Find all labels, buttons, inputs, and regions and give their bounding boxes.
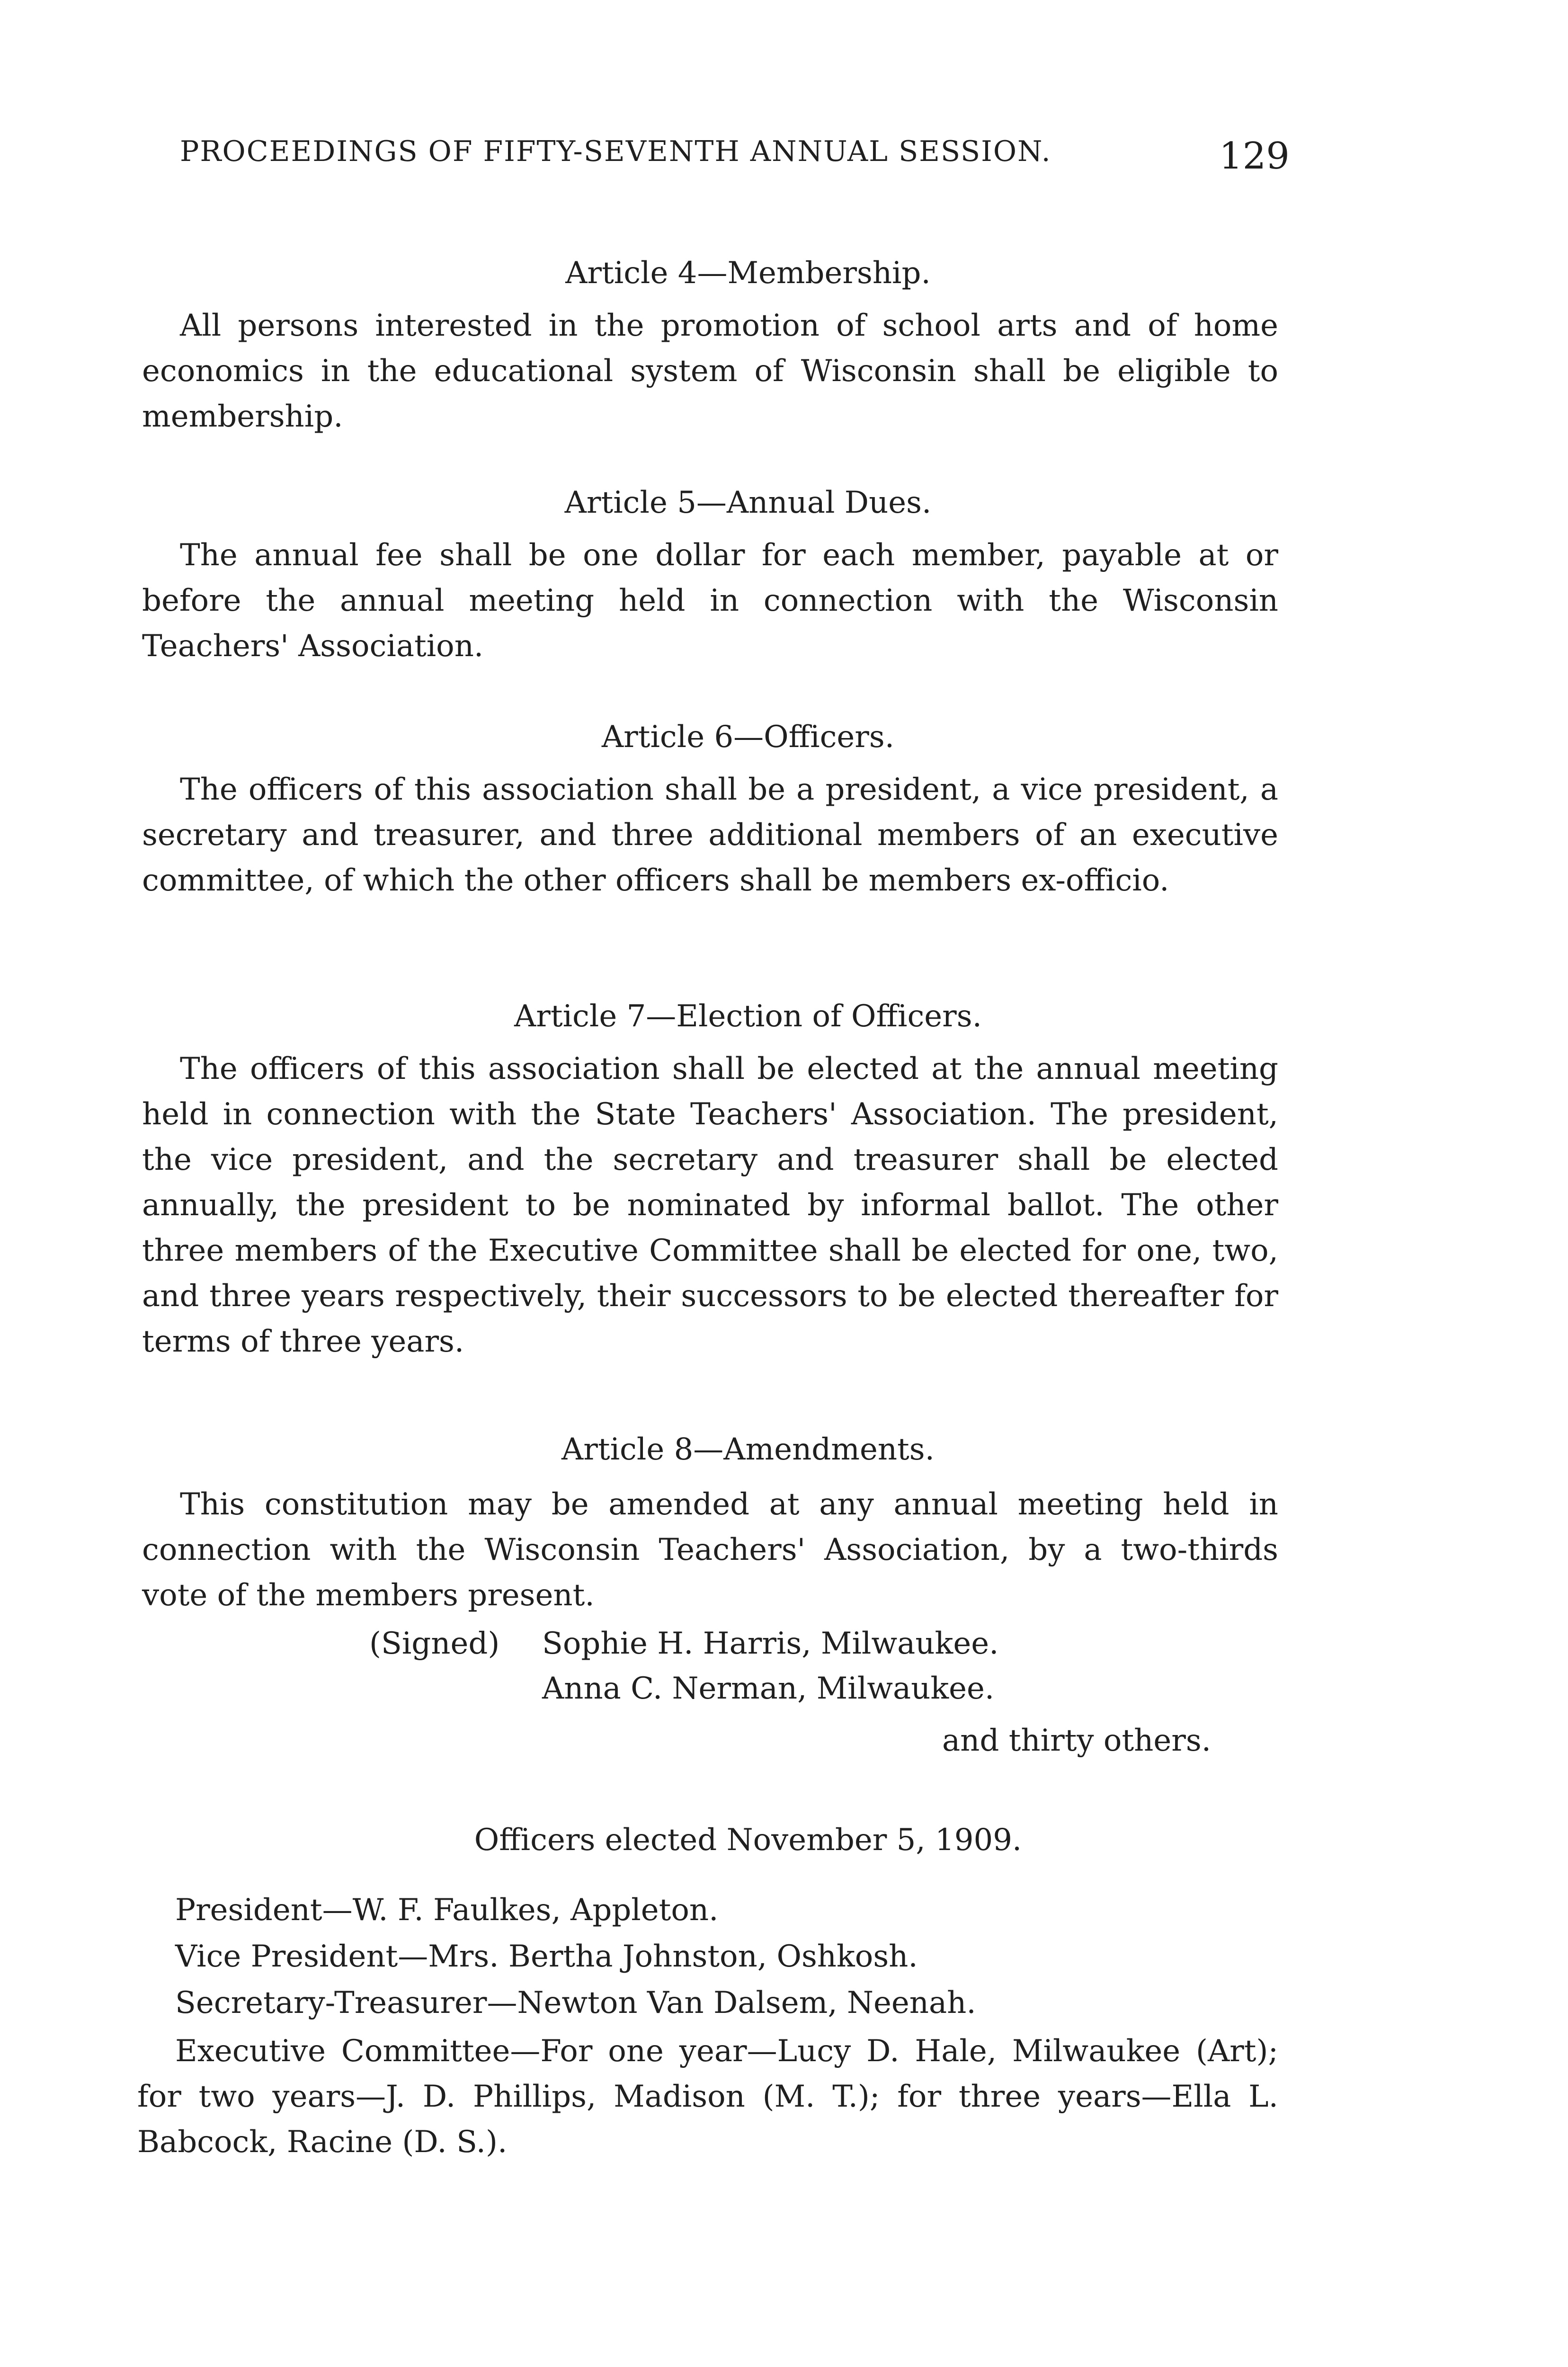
article-5-heading: Article 5—Annual Dues. — [564, 485, 932, 520]
officer-vice-president: Vice President—Mrs. Bertha Johnston, Oshkosh. — [175, 1939, 918, 1974]
officer-executive-committee: Executive Committee—For one year—Lucy D. Hale, Milwaukee (Art); for two years—J. D. Phillips, Madison (M. T.); for three years—Ella L. Babcock, Racine (D. S.). — [137, 2034, 1278, 2160]
officer-president: President—W. F. Faulkes, Appleton. — [175, 1893, 719, 1928]
article-8-heading: Article 8—Amendments. — [561, 1432, 935, 1467]
article-4-text: All persons interested in the promotion of school arts and of home economics in the educational system of Wisconsin shall be eligible to membership. — [142, 308, 1278, 434]
article-4-heading: Article 4—Membership. — [565, 256, 931, 291]
article-7-heading: Article 7—Election of Officers. — [514, 999, 982, 1034]
signers-others: and thirty others. — [942, 1723, 1212, 1758]
running-header: PROCEEDINGS OF FIFTY-SEVENTH ANNUAL SESSION. — [180, 135, 1051, 168]
article-5-text: The annual fee shall be one dollar for each member, payable at or before the annual meeting held in connection with the Wisconsin Teachers' Association. — [142, 538, 1278, 664]
article-6-heading: Article 6—Officers. — [601, 720, 895, 755]
signer-1: Sophie H. Harris, Milwaukee. — [542, 1626, 999, 1661]
article-6-text: The officers of this association shall be a president, a vice president, a secretary and treasurer, and three additional members of an executive committee, of which the other officers shall be members ex-officio. — [142, 772, 1278, 898]
page-number: 129 — [1219, 135, 1290, 178]
article-7-text: The officers of this association shall be elected at the annual meeting held in connection with the State Teachers' Association. The president, the vice president, and the secretary and treasurer shall be elected annually, the president to be nominated by informal ballot. The other three members of the Executive Committee shall be elected for one, two, and three years respectively, their successors to be elected thereafter for terms of three years. — [142, 1051, 1278, 1359]
signer-2: Anna C. Nerman, Milwaukee. — [542, 1671, 995, 1706]
officer-secretary-treasurer: Secretary-Treasurer—Newton Van Dalsem, Neenah. — [175, 1985, 976, 2020]
signed-label: (Signed) — [369, 1626, 500, 1661]
officers-heading: Officers elected November 5, 1909. — [474, 1823, 1022, 1858]
article-8-text: This constitution may be amended at any annual meeting held in connection with the Wisconsin Teachers' Association, by a two-thirds vote of the members present. — [142, 1487, 1278, 1613]
